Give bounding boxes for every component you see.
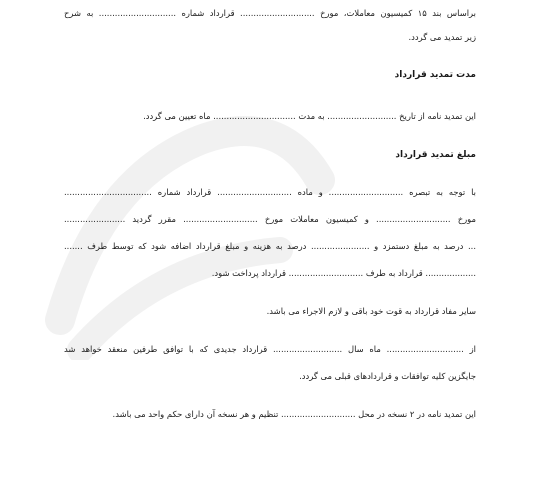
duration-line-1: این تمدید نامه از تاریخ .......................... به مدت ............................... ماه تعیین می گردد. (143, 111, 476, 121)
new-contract-line-2: جایگزین کلیه توافقات و قراردادهای قبلی می گردد. (299, 371, 476, 381)
duration-heading: مدت تمدید قرارداد (394, 70, 476, 80)
amount-line-4: ................... قرارداد به طرف ............................ قرارداد پرداخت شود. (211, 268, 476, 278)
amount-line-1: با توجه به تبصره ............................ و ماده ............................ قرارداد شماره ................................. (64, 187, 476, 197)
other-terms-line: سایر مفاد قرارداد به قوت خود باقی و لازم الاجراء می باشد. (266, 306, 476, 316)
new-contract-line-1: از ............................. ماه سال .......................... قرارداد جدیدی که با توافق طرفین منعقد خواهد شد (64, 344, 476, 354)
closing-line: این تمدید نامه در ۲ نسخه در محل ............................ تنظیم و هر نسخه آن دارای حکم واحد می باشد. (112, 409, 476, 419)
amount-line-3: ... درصد به مبلغ دستمزد و ...................... درصد به هزینه و مبلغ قرارداد اضافه شود که توسط طرف ....... (64, 241, 476, 251)
amount-heading: مبلغ تمدید قرارداد (395, 150, 476, 160)
intro-line-1: براساس بند ۱۵ کمیسیون معاملات، مورخ ............................ قرارداد شماره ............................. به شرح (64, 8, 477, 18)
intro-line-2: زیر تمدید می گردد. (408, 32, 476, 42)
amount-line-2: مورخ ............................ و کمیسیون معاملات مورخ ............................ مقرر گردید ....................... (64, 214, 476, 224)
